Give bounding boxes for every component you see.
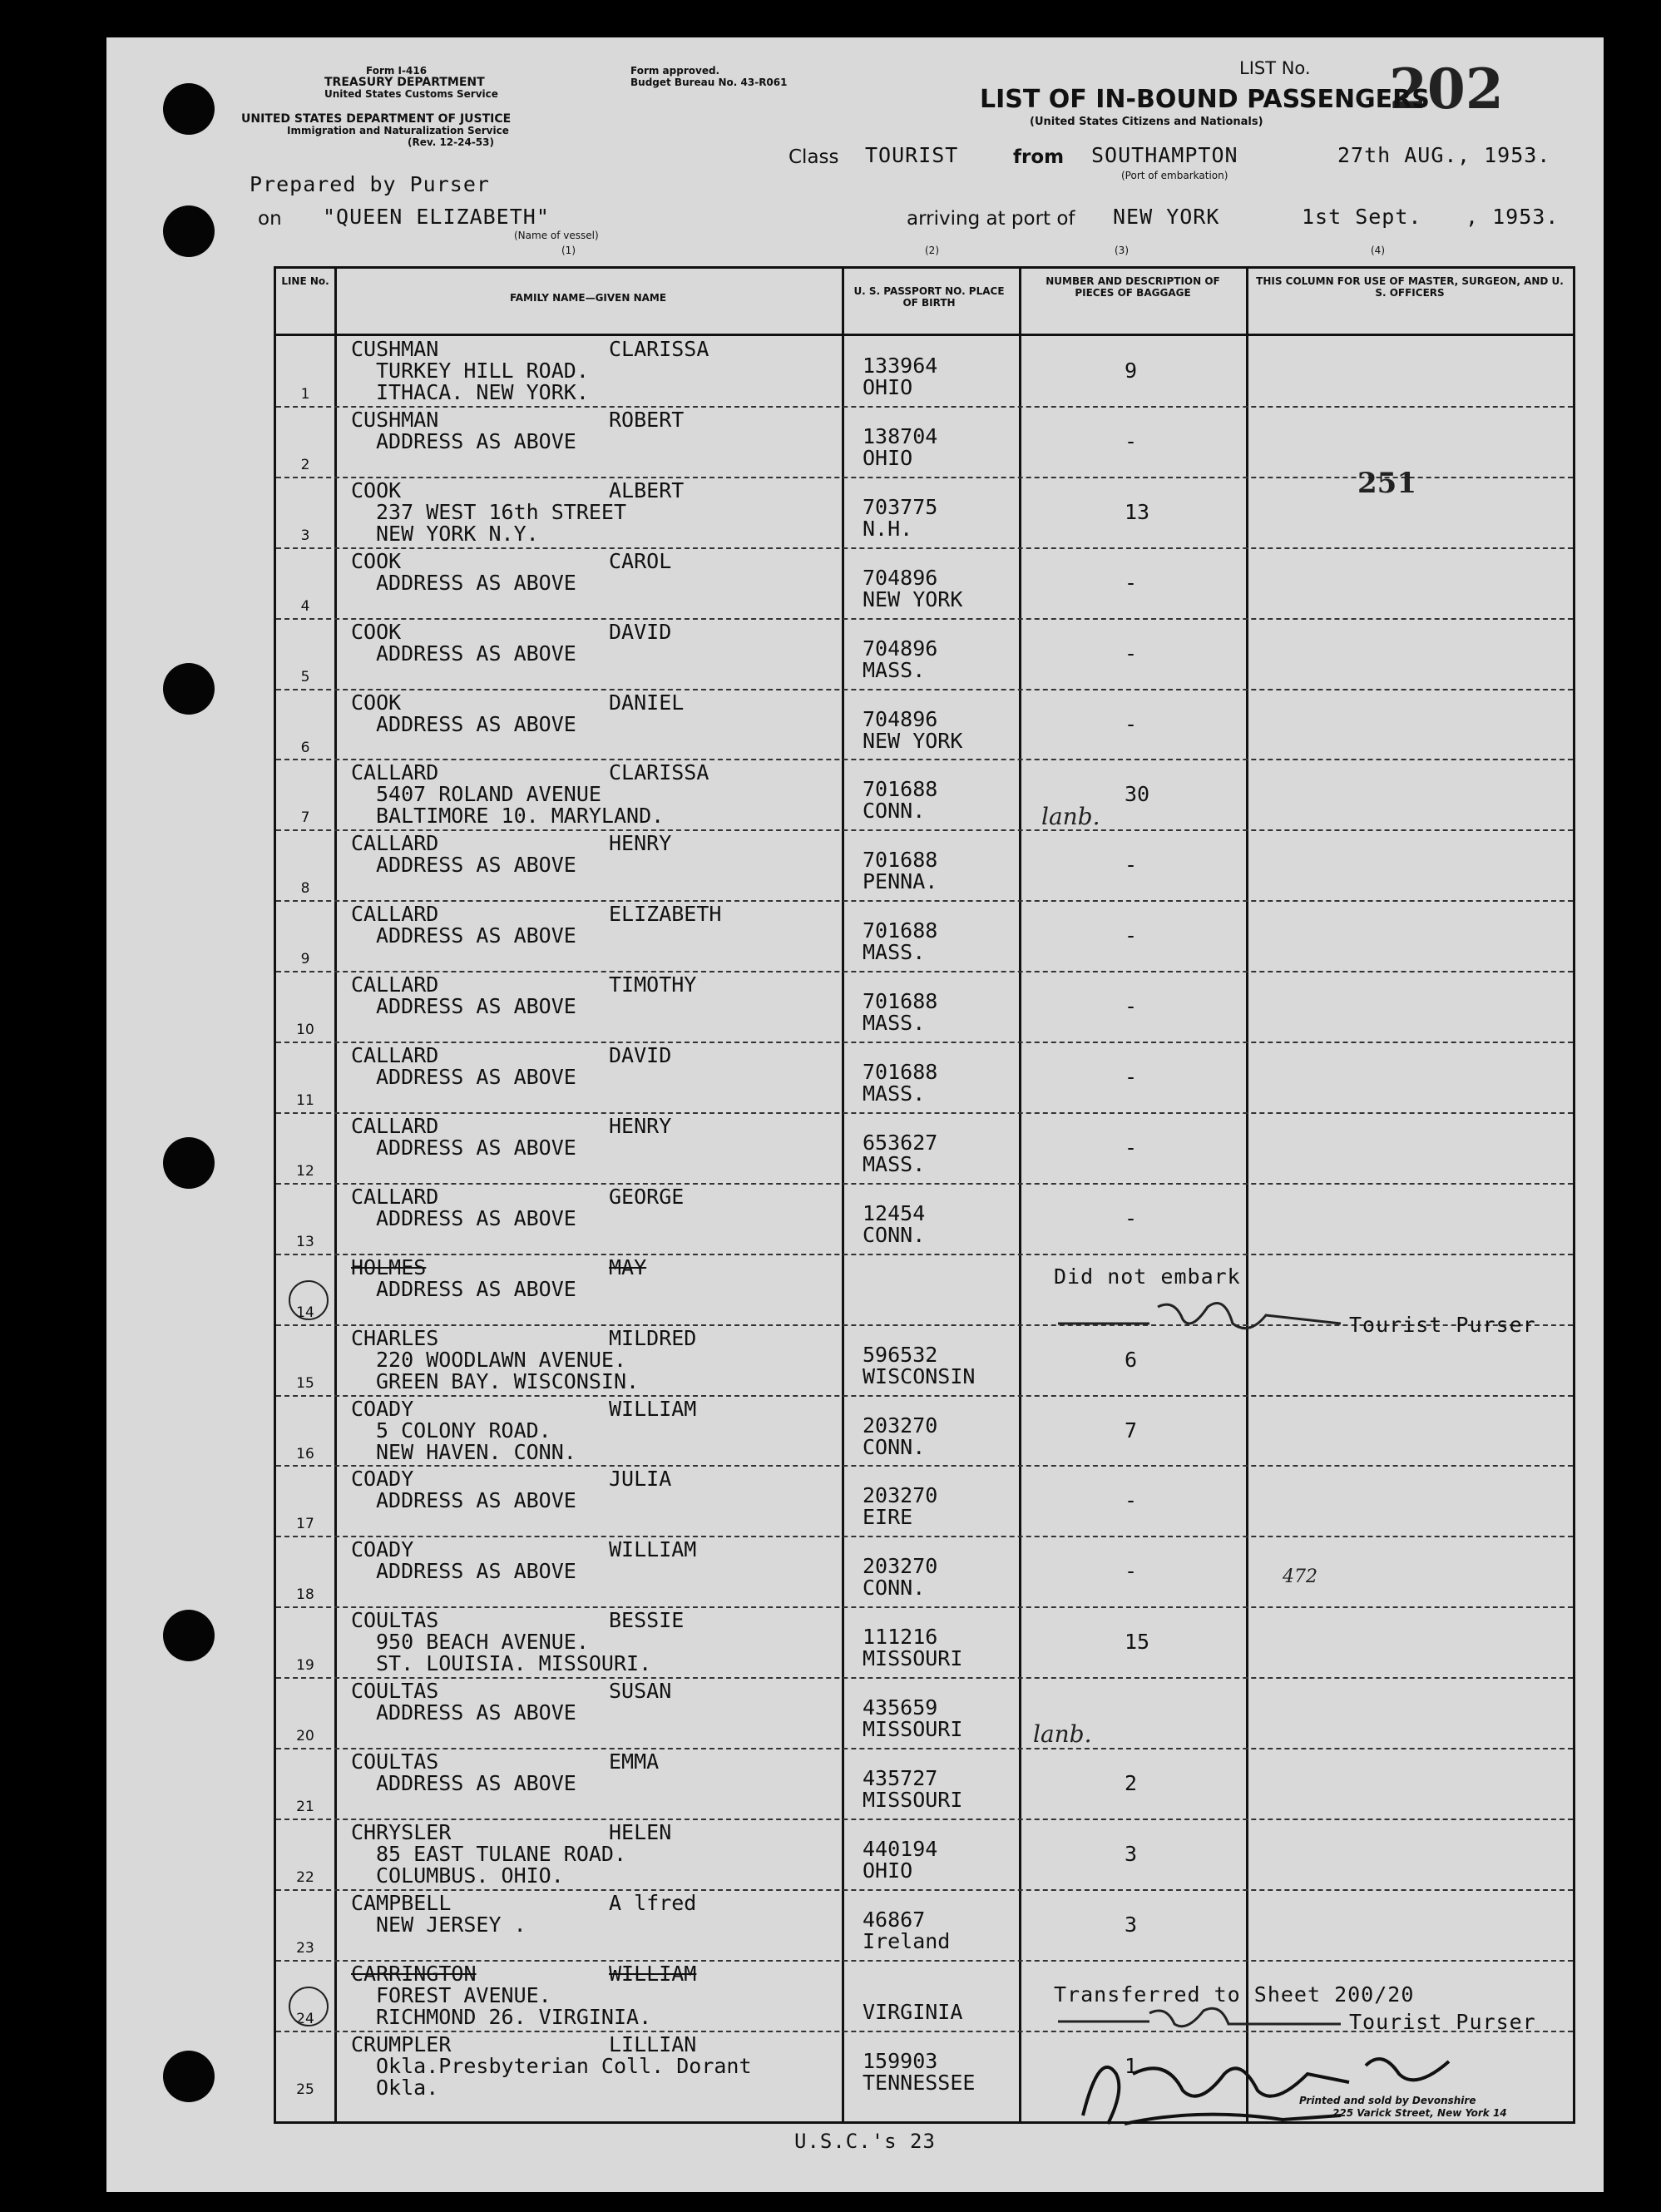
- baggage-count: 6: [1125, 1347, 1138, 1372]
- departure-date: 27th AUG.: [1337, 143, 1458, 167]
- passport-number: 203270: [863, 1554, 938, 1579]
- address-line-1: 220 WOODLAWN AVENUE.: [376, 1347, 627, 1372]
- table-row: [276, 1748, 1573, 1819]
- budget-bureau: Budget Bureau No. 43-R061: [630, 77, 788, 88]
- address-line-1: ADDRESS AS ABOVE: [376, 1559, 576, 1584]
- passport-number: 12454: [863, 1200, 926, 1225]
- passport-number: 704896: [863, 706, 938, 731]
- row-divider: [276, 1536, 1573, 1537]
- place-of-birth: TENNESSEE: [863, 2070, 976, 2095]
- baggage-count: -: [1125, 1135, 1138, 1160]
- address-line-2: RICHMOND 26. VIRGINIA.: [376, 2004, 652, 2029]
- place-of-birth: VIRGINIA: [863, 1999, 963, 2024]
- line-number: 22: [296, 1868, 314, 1886]
- port-caption: (Port of embarkation): [1121, 170, 1228, 181]
- place-of-birth: MASS.: [863, 940, 926, 965]
- passport-number: 133964: [863, 354, 938, 378]
- row-divider: [276, 1183, 1573, 1185]
- col-num-1: (1): [561, 245, 576, 256]
- line-number: 23: [296, 1939, 314, 1957]
- baggage-count: 15: [1125, 1630, 1150, 1655]
- address-line-2: NEW HAVEN. CONN.: [376, 1439, 576, 1464]
- class-label: Class: [788, 146, 839, 168]
- header-baggage: NUMBER AND DESCRIPTION OF PIECES OF BAGGAGE: [1046, 275, 1220, 299]
- family-name: CRUMPLER: [351, 2031, 452, 2056]
- list-number: 202: [1389, 57, 1504, 121]
- line-number: 14: [296, 1304, 314, 1321]
- passport-number: 440194: [863, 1836, 938, 1861]
- family-name: COADY: [351, 1396, 414, 1421]
- table-row: [276, 1042, 1573, 1112]
- handwritten-lanb-2: lanb.: [1033, 1720, 1092, 1748]
- line-number: 20: [296, 1728, 314, 1745]
- place-of-birth: PENNA.: [863, 869, 938, 894]
- passport-number: 701688: [863, 1060, 938, 1084]
- place-of-birth: NEW YORK: [863, 586, 963, 611]
- place-of-birth: NEW YORK: [863, 728, 963, 753]
- passport-number: 701688: [863, 989, 938, 1014]
- place-of-birth: OHIO: [863, 1858, 913, 1883]
- punch-hole: [163, 205, 215, 257]
- address-line-1: 237 WEST 16th STREET: [376, 499, 627, 524]
- line-number: 5: [300, 668, 310, 685]
- line-number: 4: [300, 597, 310, 615]
- table-row: [276, 618, 1573, 689]
- punch-hole: [163, 1610, 215, 1661]
- address-line-2: GREEN BAY. WISCONSIN.: [376, 1368, 640, 1393]
- row-divider: [276, 1677, 1573, 1679]
- address-line-1: 5 COLONY ROAD.: [376, 1418, 551, 1443]
- given-name: CLARISSA: [609, 760, 709, 785]
- place-of-birth: MASS.: [863, 1011, 926, 1036]
- line-number: 3: [300, 527, 310, 544]
- given-name: MAY: [609, 1254, 647, 1279]
- given-name: CAROL: [609, 548, 672, 573]
- family-name: COOK: [351, 478, 402, 502]
- place-of-birth: OHIO: [863, 445, 913, 470]
- row-divider: [276, 759, 1573, 760]
- address-line-1: Okla.Presbyterian Coll. Dorant: [376, 2053, 752, 2078]
- passenger-table: [274, 266, 1575, 2124]
- passport-number: 435659: [863, 1695, 938, 1720]
- address-line-2: COLUMBUS. OHIO.: [376, 1863, 564, 1888]
- header-officers: THIS COLUMN FOR USE OF MASTER, SURGEON, AND U. S. OFFICERS: [1256, 275, 1564, 299]
- place-of-birth: MISSOURI: [863, 1646, 963, 1671]
- baggage-count: -: [1125, 428, 1138, 453]
- baggage-count: -: [1125, 570, 1138, 595]
- family-name: COADY: [351, 1467, 414, 1492]
- baggage-count: 2: [1125, 1771, 1138, 1795]
- baggage-count: -: [1125, 1065, 1138, 1089]
- family-name: CHRYSLER: [351, 1819, 452, 1844]
- family-name: COULTAS: [351, 1608, 439, 1633]
- baggage-count: -: [1125, 994, 1138, 1019]
- line-number: 6: [300, 739, 310, 756]
- place-of-birth: MISSOURI: [863, 1717, 963, 1742]
- family-name: CALLARD: [351, 1184, 439, 1209]
- table-row: [276, 689, 1573, 760]
- address-line-2: ITHACA. NEW YORK.: [376, 380, 589, 404]
- row-divider: [276, 618, 1573, 620]
- col-num-3: (3): [1115, 245, 1129, 256]
- family-name: COADY: [351, 1537, 414, 1562]
- given-name: ELIZABETH: [609, 902, 722, 927]
- family-name: COULTAS: [351, 1679, 439, 1704]
- departure-year: , 1953.: [1457, 143, 1551, 167]
- purser-signature-2: [1050, 2001, 1349, 2034]
- row-divider: [276, 1819, 1573, 1820]
- given-name: A lfred: [609, 1890, 697, 1915]
- baggage-count: -: [1125, 711, 1138, 736]
- passport-number: 596532: [863, 1342, 938, 1367]
- row-divider: [276, 1395, 1573, 1397]
- table-row: [276, 335, 1573, 406]
- address-line-1: TURKEY HILL ROAD.: [376, 359, 589, 383]
- address-line-1: ADDRESS AS ABOVE: [376, 711, 576, 736]
- line-number: 12: [296, 1162, 314, 1180]
- row-divider: [276, 1606, 1573, 1608]
- handwritten-472: 472: [1283, 1566, 1317, 1587]
- vessel-caption: (Name of vessel): [514, 230, 599, 241]
- given-name: GEORGE: [609, 1184, 685, 1209]
- place-of-birth: MASS.: [863, 657, 926, 682]
- table-row: [276, 547, 1573, 618]
- officer-number: 251: [1357, 467, 1416, 500]
- row-divider: [276, 689, 1573, 690]
- port-of-embarkation: SOUTHAMPTON: [1091, 143, 1238, 167]
- address-line-1: ADDRESS AS ABOVE: [376, 1135, 576, 1160]
- handwritten-lanb: lanb.: [1041, 803, 1100, 830]
- did-not-embark-note: Did not embark: [1054, 1264, 1241, 1289]
- passport-number: 159903: [863, 2048, 938, 2073]
- place-of-birth: MASS.: [863, 1151, 926, 1176]
- row-divider: [276, 1254, 1573, 1255]
- line-number: 21: [296, 1799, 314, 1815]
- line-number: 15: [296, 1374, 314, 1392]
- given-name: EMMA: [609, 1749, 660, 1774]
- line-circle-mark: [289, 1280, 329, 1320]
- place-of-birth: CONN.: [863, 1222, 926, 1247]
- row-divider: [276, 406, 1573, 408]
- given-name: MILDRED: [609, 1325, 697, 1350]
- footer-code: U.S.C.'s 23: [794, 2130, 936, 2153]
- family-name: CALLARD: [351, 1113, 439, 1138]
- passport-number: 704896: [863, 565, 938, 590]
- form-approved: Form approved.: [630, 65, 720, 77]
- line-number: 2: [300, 456, 310, 473]
- table-row: [276, 1183, 1573, 1254]
- baggage-count: -: [1125, 853, 1138, 878]
- family-name: HOLMES: [351, 1254, 427, 1279]
- line-number: 13: [296, 1233, 314, 1250]
- arrival-date: 1st Sept.: [1302, 205, 1422, 229]
- table-row: [276, 1606, 1573, 1677]
- row-divider: [276, 1042, 1573, 1043]
- passport-number: 701688: [863, 777, 938, 802]
- row-divider: [276, 829, 1573, 831]
- family-name: COOK: [351, 690, 402, 715]
- header-name: FAMILY NAME—GIVEN NAME: [509, 292, 667, 304]
- line-number: 8: [300, 880, 310, 898]
- place-of-birth: N.H.: [863, 516, 913, 541]
- list-no-label: LIST No.: [1239, 58, 1311, 78]
- baggage-count: -: [1125, 1205, 1138, 1230]
- family-name: CALLARD: [351, 760, 439, 785]
- family-name: COOK: [351, 619, 402, 644]
- table-row: [276, 971, 1573, 1042]
- row-divider: [276, 547, 1573, 549]
- treasury-dept: TREASURY DEPARTMENT: [324, 76, 485, 89]
- family-name: CUSHMAN: [351, 337, 439, 361]
- line-number: 10: [296, 1022, 314, 1039]
- passport-number: 701688: [863, 918, 938, 943]
- address-line-2: BALTIMORE 10. MARYLAND.: [376, 804, 665, 829]
- from-label: from: [1013, 146, 1065, 168]
- table-row: [276, 900, 1573, 971]
- address-line-2: NEW YORK N.Y.: [376, 521, 539, 546]
- table-row: [276, 759, 1573, 829]
- address-line-1: ADDRESS AS ABOVE: [376, 1276, 576, 1301]
- given-name: HENRY: [609, 1113, 672, 1138]
- address-line-1: ADDRESS AS ABOVE: [376, 853, 576, 878]
- row-divider: [276, 1112, 1573, 1114]
- given-name: WILLIAM: [609, 1961, 697, 1986]
- address-line-1: 5407 ROLAND AVENUE: [376, 782, 601, 807]
- row-divider: [276, 1465, 1573, 1467]
- family-name: CALLARD: [351, 902, 439, 927]
- revision: (Rev. 12-24-53): [408, 136, 494, 148]
- table-row: [276, 1889, 1573, 1960]
- on-label: on: [258, 208, 282, 230]
- address-line-1: ADDRESS AS ABOVE: [376, 923, 576, 948]
- line-number: 25: [296, 2081, 314, 2098]
- baggage-count: -: [1125, 641, 1138, 666]
- given-name: HELEN: [609, 1819, 672, 1844]
- line-number: 19: [296, 1657, 314, 1675]
- printer-address: 225 Varick Street, New York 14: [1332, 2107, 1507, 2119]
- passport-number: 703775: [863, 494, 938, 519]
- table-row: [276, 1819, 1573, 1889]
- address-line-2: ST. LOUISIA. MISSOURI.: [376, 1651, 652, 1676]
- address-line-1: 950 BEACH AVENUE.: [376, 1630, 589, 1655]
- line-number: 11: [296, 1092, 314, 1109]
- passport-number: 653627: [863, 1130, 938, 1155]
- passport-number: 46867: [863, 1907, 926, 1932]
- passport-number: 203270: [863, 1413, 938, 1438]
- address-line-2: Okla.: [376, 2075, 439, 2100]
- place-of-birth: WISCONSIN: [863, 1363, 976, 1388]
- place-of-birth: MISSOURI: [863, 1788, 963, 1812]
- address-line-1: 85 EAST TULANE ROAD.: [376, 1841, 627, 1866]
- printer-imprint: Printed and sold by Devonshire: [1299, 2095, 1476, 2106]
- baggage-count: 13: [1125, 499, 1150, 524]
- family-name: CALLARD: [351, 972, 439, 997]
- line-number: 18: [296, 1586, 314, 1604]
- line-number: 24: [296, 2010, 314, 2027]
- punch-hole: [163, 1137, 215, 1189]
- given-name: BESSIE: [609, 1608, 685, 1633]
- class-value: TOURIST: [865, 143, 959, 167]
- address-line-1: ADDRESS AS ABOVE: [376, 1771, 576, 1795]
- line-number: 9: [300, 951, 310, 968]
- baggage-count: 3: [1125, 1841, 1138, 1866]
- passport-number: 701688: [863, 848, 938, 873]
- baggage-count: -: [1125, 923, 1138, 948]
- table-row: [276, 1465, 1573, 1536]
- address-line-1: NEW JERSEY .: [376, 1912, 526, 1937]
- header-line-no: LINE No.: [281, 275, 329, 287]
- baggage-count: 1: [1125, 2053, 1138, 2078]
- transferred-note: Transferred to Sheet 200/20: [1054, 1982, 1415, 2007]
- given-name: ALBERT: [609, 478, 685, 502]
- row-divider: [276, 971, 1573, 972]
- page-subtitle: (United States Citizens and Nationals): [1030, 116, 1263, 128]
- customs-service: United States Customs Service: [324, 88, 498, 100]
- page-title: LIST OF IN-BOUND PASSENGERS: [980, 85, 1430, 114]
- table-row: [276, 829, 1573, 900]
- given-name: CLARISSA: [609, 337, 709, 361]
- baggage-count: -: [1125, 1488, 1138, 1513]
- line-circle-mark: [289, 1987, 329, 2026]
- punch-hole: [163, 2051, 215, 2102]
- tourist-purser-note: Tourist Purser: [1349, 1313, 1536, 1337]
- header-passport: U. S. PASSPORT NO. PLACE OF BIRTH: [853, 285, 1005, 309]
- baggage-count: 9: [1125, 359, 1138, 383]
- row-divider: [276, 900, 1573, 902]
- passport-number: 138704: [863, 423, 938, 448]
- family-name: COULTAS: [351, 1749, 439, 1774]
- place-of-birth: MASS.: [863, 1081, 926, 1106]
- place-of-birth: EIRE: [863, 1505, 913, 1530]
- justice-dept: UNITED STATES DEPARTMENT OF JUSTICE: [241, 112, 512, 126]
- given-name: DANIEL: [609, 690, 685, 715]
- col-num-4: (4): [1371, 245, 1385, 256]
- given-name: SUSAN: [609, 1679, 672, 1704]
- line-number: 16: [296, 1445, 314, 1462]
- baggage-count: -: [1125, 1559, 1138, 1584]
- prepared-by: Prepared by Purser: [250, 172, 490, 196]
- row-divider: [276, 1748, 1573, 1749]
- address-line-1: ADDRESS AS ABOVE: [376, 1205, 576, 1230]
- line-number: 1: [300, 386, 310, 403]
- form-number: Form I-416: [366, 65, 428, 77]
- family-name: CALLARD: [351, 1043, 439, 1067]
- address-line-1: ADDRESS AS ABOVE: [376, 1488, 576, 1513]
- given-name: HENRY: [609, 831, 672, 856]
- row-divider: [276, 1889, 1573, 1891]
- table-row: [276, 1112, 1573, 1183]
- family-name: CAMPBELL: [351, 1890, 452, 1915]
- place-of-birth: CONN.: [863, 1576, 926, 1601]
- baggage-count: 3: [1125, 1912, 1138, 1937]
- given-name: WILLIAM: [609, 1537, 697, 1562]
- arrival-port: NEW YORK: [1113, 205, 1220, 229]
- address-line-1: ADDRESS AS ABOVE: [376, 1700, 576, 1725]
- line-number: 7: [300, 809, 310, 827]
- table-row: [276, 1677, 1573, 1748]
- address-line-1: ADDRESS AS ABOVE: [376, 641, 576, 666]
- passport-number: 704896: [863, 636, 938, 661]
- family-name: CALLARD: [351, 831, 439, 856]
- arriving-label: arriving at port of: [907, 208, 1075, 230]
- passport-number: 435727: [863, 1766, 938, 1790]
- family-name: CHARLES: [351, 1325, 439, 1350]
- place-of-birth: CONN.: [863, 799, 926, 824]
- baggage-count: 30: [1125, 782, 1150, 807]
- vessel-name: "QUEEN ELIZABETH": [323, 205, 550, 229]
- col-num-2: (2): [925, 245, 939, 256]
- passport-number: 111216: [863, 1625, 938, 1650]
- place-of-birth: CONN.: [863, 1434, 926, 1459]
- place-of-birth: Ireland: [863, 1928, 951, 1953]
- place-of-birth: OHIO: [863, 375, 913, 399]
- given-name: DAVID: [609, 1043, 672, 1067]
- purser-signature: [1050, 1290, 1349, 1340]
- baggage-count: 7: [1125, 1418, 1138, 1443]
- family-name: CARRINGTON: [351, 1961, 477, 1986]
- address-line-1: FOREST AVENUE.: [376, 1982, 551, 2007]
- given-name: WILLIAM: [609, 1396, 697, 1421]
- given-name: LILLIAN: [609, 2031, 697, 2056]
- ins-service: Immigration and Naturalization Service: [287, 125, 509, 136]
- given-name: TIMOTHY: [609, 972, 697, 997]
- given-name: DAVID: [609, 619, 672, 644]
- address-line-1: ADDRESS AS ABOVE: [376, 428, 576, 453]
- line-number: 17: [296, 1516, 314, 1533]
- family-name: CUSHMAN: [351, 407, 439, 432]
- address-line-1: ADDRESS AS ABOVE: [376, 1065, 576, 1089]
- arrival-year: , 1953.: [1466, 205, 1560, 229]
- table-row: [276, 1536, 1573, 1606]
- punch-hole: [163, 83, 215, 135]
- given-name: ROBERT: [609, 407, 685, 432]
- address-line-1: ADDRESS AS ABOVE: [376, 994, 576, 1019]
- table-row: [276, 1395, 1573, 1466]
- punch-hole: [163, 663, 215, 715]
- tourist-purser-note-2: Tourist Purser: [1349, 2010, 1536, 2034]
- passport-number: 203270: [863, 1483, 938, 1508]
- given-name: JULIA: [609, 1467, 672, 1492]
- family-name: COOK: [351, 548, 402, 573]
- address-line-1: ADDRESS AS ABOVE: [376, 570, 576, 595]
